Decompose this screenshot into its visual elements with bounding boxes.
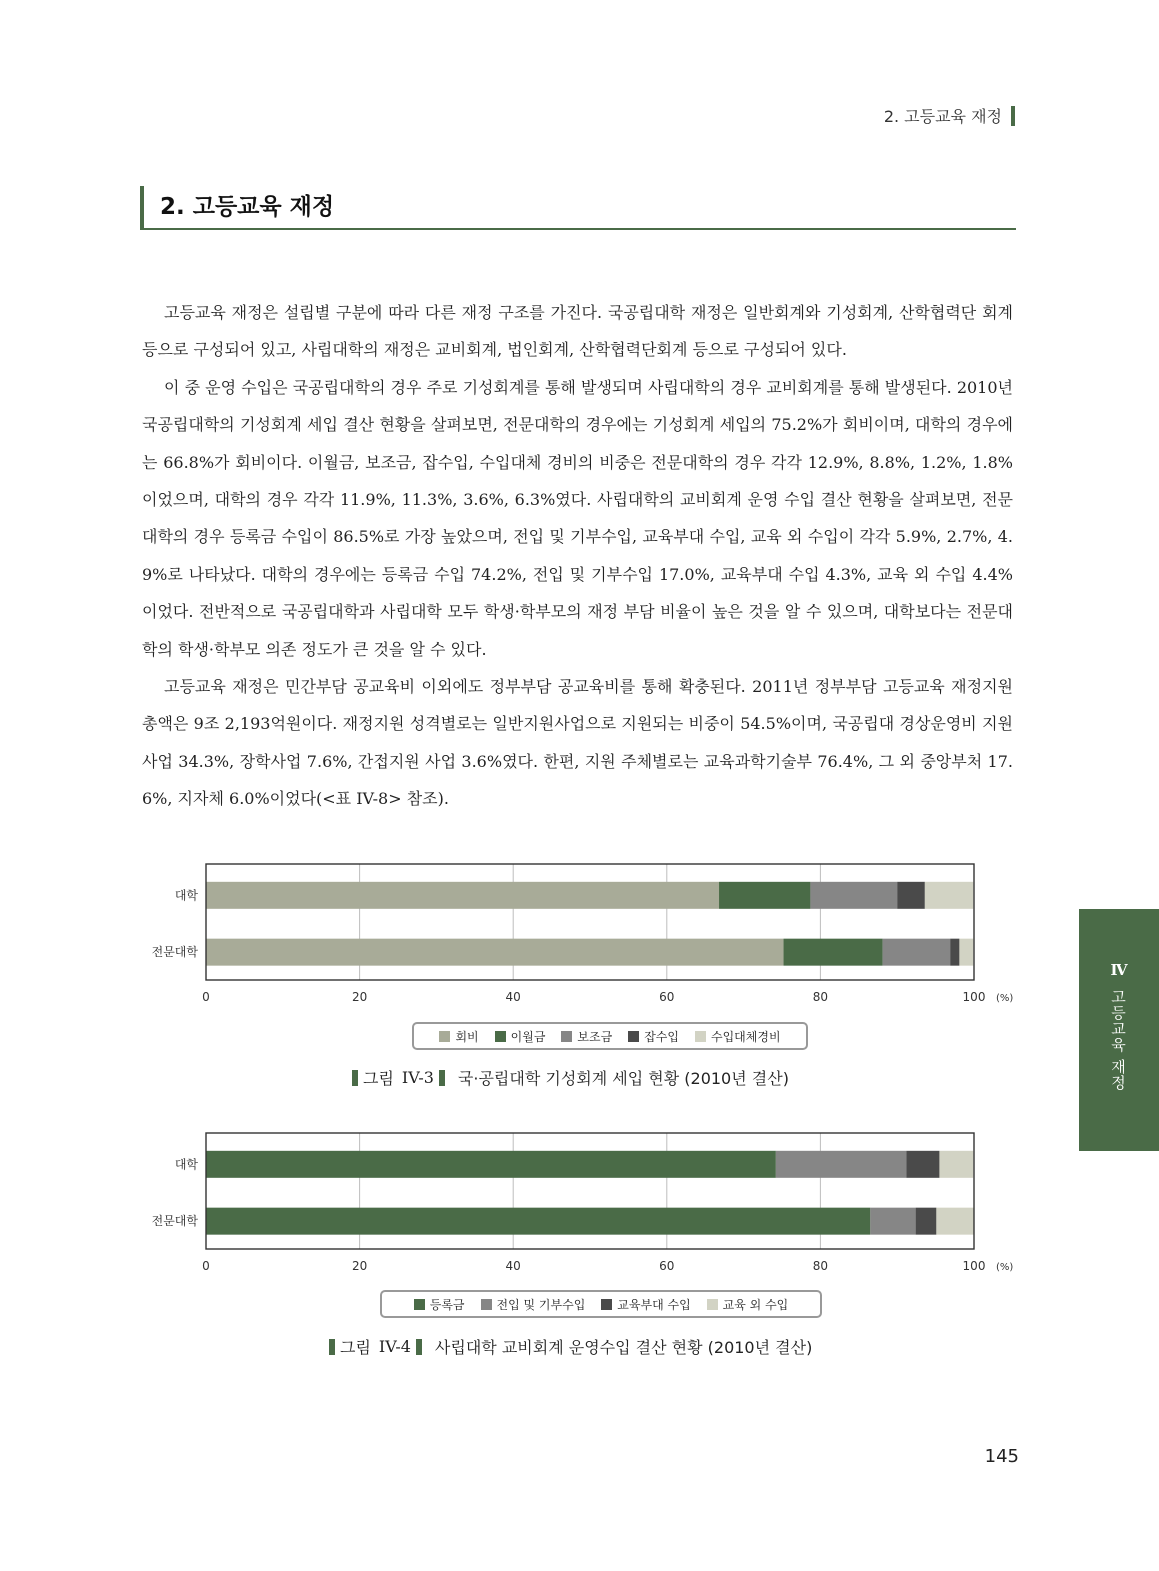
body-paragraph: 고등교육 재정은 설립별 구분에 따라 다른 재정 구조를 가진다. 국공립대학 재정은 일반회계와 기성회계, 산학협력단 회계 등으로 구성되어 있고, 사립대학의 재정은 교비회계, 법인회계, 산학협력단회계 등으로 구성되어 있다. bbox=[142, 303, 1013, 360]
chapter-title-vertical: 고등교육 재정 bbox=[1109, 989, 1127, 1091]
figure-iv-3-chart bbox=[140, 860, 1020, 1060]
body-paragraph: 고등교육 재정은 민간부담 공교육비 이외에도 정부부담 공교육비를 통해 확충된다. 2011년 정부부담 고등교육 재정지원 총액은 9조 2,193억원이다. 재정지원 성격별로는 일반지원사업으로 지원되는 비중이 54.5%이며, 국공립대 경상운영비 지원사업 34.3%, 장학사업 7.6%, 간접지원 사업 3.6%였다. 한편, 지원 주체별로는 교육과학기술부 76.4%, 그 외 중앙부처 17.6%, 지자체 6.0%이었다(<표 IV-8> 참조). bbox=[142, 677, 1013, 809]
legend-item bbox=[561, 1028, 612, 1045]
legend-swatch bbox=[707, 1299, 718, 1310]
caption-bar-left bbox=[352, 1070, 358, 1086]
bar-segment bbox=[206, 882, 719, 909]
chart-legend bbox=[380, 1290, 822, 1318]
y-category-label: 대학 bbox=[174, 1157, 198, 1172]
legend-label: 전입 및 기부수입 bbox=[496, 1297, 586, 1312]
body-text bbox=[142, 294, 1013, 818]
bar-segment bbox=[925, 882, 973, 909]
legend-swatch bbox=[439, 1031, 450, 1042]
legend-label: 이월금 bbox=[510, 1029, 546, 1044]
legend-label: 잡수입 bbox=[644, 1029, 679, 1044]
caption-bar-right bbox=[416, 1339, 422, 1355]
caption-number: IV-3 bbox=[401, 1068, 434, 1087]
figure-iv-3-caption bbox=[347, 1066, 789, 1089]
section-heading bbox=[140, 186, 1016, 230]
x-tick-label: 60 bbox=[659, 990, 675, 1004]
legend-item bbox=[601, 1296, 690, 1313]
legend-item bbox=[707, 1296, 789, 1313]
figure-iv-4-caption bbox=[324, 1335, 812, 1358]
legend-swatch bbox=[601, 1299, 612, 1310]
legend-label: 회비 bbox=[455, 1029, 479, 1044]
legend-label: 교육 외 수입 bbox=[722, 1297, 789, 1312]
legend-label: 보조금 bbox=[577, 1029, 613, 1044]
x-tick-label: 40 bbox=[505, 990, 521, 1004]
x-tick-label: 0 bbox=[202, 1259, 210, 1273]
legend-item bbox=[481, 1296, 586, 1313]
chart-plot bbox=[140, 1129, 1020, 1289]
page-number: 145 bbox=[984, 1446, 1019, 1467]
running-head bbox=[884, 104, 1015, 127]
legend-item bbox=[439, 1028, 478, 1045]
body-paragraph: 이 중 운영 수입은 국공립대학의 경우 주로 기성회계를 통해 발생되며 사립대학의 경우 교비회계를 통해 발생된다. 2010년 국공립대학의 기성회계 세입 결산 현황을 살펴보면, 전문대학의 경우에는 기성회계 세입의 75.2%가 회비이며, 대학의 경우에는 66.8%가 회비이다. 이월금, 보조금, 잡수입, 수입대체 경비의 비중은 전문대학의 경우 각각 12.9%, 8.8%, 1.2%, 1.8% 이었으며, 대학의 경우 각각 11.9%, 11.3%, 3.6%, 6.3%였다. 사립대학의 교비회계 운영 수입 결산 현황을 살펴보면, 전문대학의 경우 등록금 수입이 86.5%로 가장 높았으며, 전입 및 기부수입, 교육부대 수입, 교육 외 수입이 각각 5.9%, 2.7%, 4.9%로 나타났다. 대학의 경우에는 등록금 수입 74.2%, 전입 및 기부수입 17.0%, 교육부대 수입 4.3%, 교육 외 수입 4.4%이었다. 전반적으로 국공립대학과 사립대학 모두 학생·학부모의 재정 부담 비율이 높은 것을 알 수 있으며, 대학보다는 전문대학의 학생·학부모 의존 정도가 큰 것을 알 수 있다. bbox=[142, 377, 1013, 659]
caption-title: 국·공립대학 기성회계 세입 현황 (2010년 결산) bbox=[457, 1069, 789, 1088]
bar-segment bbox=[959, 939, 973, 966]
legend-item bbox=[495, 1028, 546, 1045]
legend-swatch bbox=[495, 1031, 506, 1042]
bar-segment bbox=[776, 1151, 907, 1178]
caption-title: 사립대학 교비회계 운영수입 결산 현황 (2010년 결산) bbox=[434, 1338, 813, 1357]
y-category-label: 전문대학 bbox=[151, 945, 198, 960]
legend-item bbox=[628, 1028, 679, 1045]
x-tick-label: 60 bbox=[659, 1259, 675, 1273]
bar-segment bbox=[206, 939, 784, 966]
running-head-bar bbox=[1011, 106, 1015, 126]
x-tick-label: 20 bbox=[351, 1259, 368, 1273]
bar-segment bbox=[719, 882, 810, 909]
caption-number: IV-4 bbox=[378, 1337, 411, 1356]
legend-item bbox=[414, 1296, 465, 1313]
chapter-side-tab bbox=[1079, 909, 1159, 1151]
bar-segment bbox=[883, 939, 951, 966]
legend-label: 교육부대 수입 bbox=[617, 1297, 691, 1312]
bar-segment bbox=[950, 939, 959, 966]
figure-iv-4-chart bbox=[140, 1129, 1020, 1329]
caption-label: 그림 bbox=[363, 1069, 394, 1088]
caption-bar-left bbox=[329, 1339, 335, 1355]
x-tick-label: 100 bbox=[962, 1259, 986, 1273]
legend-label: 수입대체경비 bbox=[710, 1029, 781, 1044]
caption-label: 그림 bbox=[340, 1338, 371, 1357]
x-unit-label: (%) bbox=[996, 1262, 1014, 1273]
y-category-label: 대학 bbox=[174, 888, 198, 903]
bar-segment bbox=[810, 882, 897, 909]
legend-swatch bbox=[481, 1299, 492, 1310]
bar-segment bbox=[939, 1151, 973, 1178]
running-head-text: 2. 고등교육 재정 bbox=[883, 107, 1002, 126]
bar-segment bbox=[906, 1151, 939, 1178]
bar-segment bbox=[870, 1208, 915, 1235]
chart-plot bbox=[140, 860, 1020, 1020]
bar-segment bbox=[897, 882, 925, 909]
x-tick-label: 40 bbox=[505, 1259, 521, 1273]
bar-segment bbox=[916, 1208, 937, 1235]
chapter-roman-numeral: Ⅳ bbox=[1110, 961, 1128, 979]
y-category-label: 전문대학 bbox=[151, 1214, 198, 1229]
legend-item bbox=[695, 1028, 781, 1045]
x-tick-label: 20 bbox=[351, 990, 368, 1004]
legend-label: 등록금 bbox=[429, 1297, 465, 1312]
x-unit-label: (%) bbox=[996, 993, 1014, 1004]
x-tick-label: 0 bbox=[202, 990, 210, 1004]
legend-swatch bbox=[628, 1031, 639, 1042]
x-tick-label: 80 bbox=[812, 990, 829, 1004]
x-tick-label: 80 bbox=[812, 1259, 829, 1273]
x-tick-label: 100 bbox=[962, 990, 986, 1004]
legend-swatch bbox=[561, 1031, 572, 1042]
section-title: 2. 고등교육 재정 bbox=[160, 194, 335, 220]
bar-segment bbox=[206, 1208, 870, 1235]
bar-segment bbox=[784, 939, 883, 966]
chart-legend bbox=[412, 1022, 808, 1050]
bar-segment bbox=[936, 1208, 974, 1235]
legend-swatch bbox=[414, 1299, 425, 1310]
caption-bar-right bbox=[439, 1070, 445, 1086]
legend-swatch bbox=[695, 1031, 706, 1042]
bar-segment bbox=[206, 1151, 776, 1178]
